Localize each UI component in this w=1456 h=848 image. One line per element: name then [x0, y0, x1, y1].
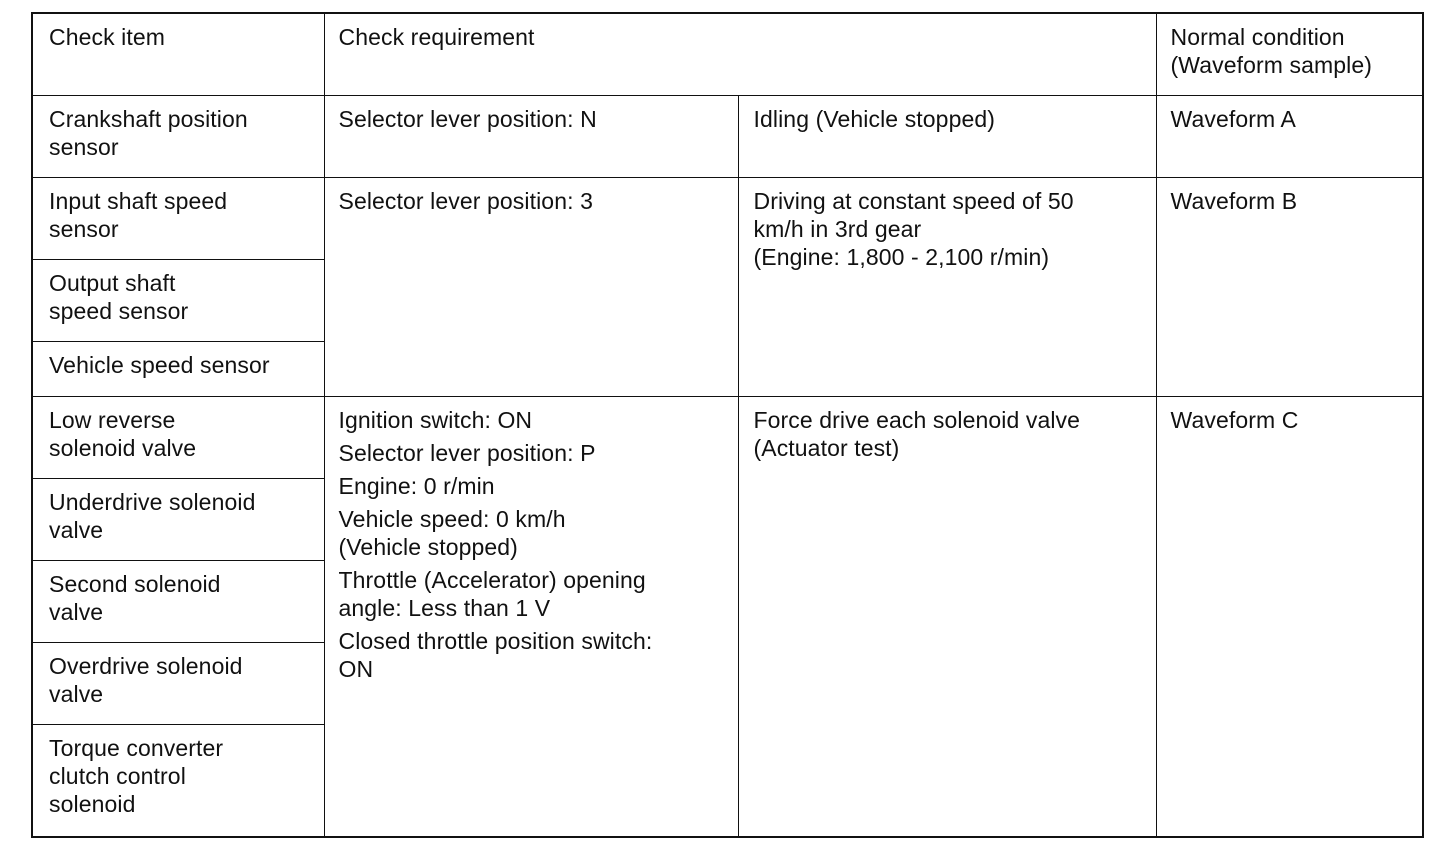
- item-tcc-line1: Torque converter: [49, 734, 224, 761]
- table-row-low-reverse: [32, 396, 1423, 478]
- item-vehicle-speed-text: Vehicle speed sensor: [49, 351, 270, 378]
- condition-speed-sensors-line3: (Engine: 1,800 - 2,100 r/min): [753, 243, 1050, 270]
- item-tcc-line3: solenoid: [49, 790, 136, 817]
- requirement-selector-p: Selector lever position: P: [338, 439, 596, 466]
- requirement-crankshaft-selector: Selector lever position: N: [338, 105, 597, 132]
- item-second-line1: Second solenoid: [49, 570, 221, 597]
- item-crankshaft-sensor: [32, 95, 324, 177]
- item-output-shaft-line2: speed sensor: [49, 297, 189, 324]
- item-overdrive-line1: Overdrive solenoid: [49, 652, 243, 679]
- waveform-a: [1156, 95, 1423, 177]
- condition-speed-sensors-line2: km/h in 3rd gear: [753, 215, 922, 242]
- item-low-reverse-line1: Low reverse: [49, 406, 176, 433]
- requirement-speed-sensors-selector: Selector lever position: 3: [338, 187, 593, 214]
- item-underdrive-line2: valve: [49, 516, 104, 543]
- item-output-shaft-line1: Output shaft: [49, 269, 176, 296]
- item-underdrive-solenoid: [32, 478, 324, 560]
- header-row: [32, 13, 1423, 95]
- condition-crankshaft: [738, 95, 1156, 177]
- requirement-engine: Engine: 0 r/min: [338, 472, 495, 499]
- table-row-crankshaft: [32, 95, 1423, 177]
- requirement-ignition: Ignition switch: ON: [338, 406, 533, 433]
- item-input-shaft-sensor: [32, 177, 324, 259]
- header-normal-condition: [1156, 13, 1423, 95]
- condition-solenoids: [738, 396, 1156, 837]
- waveform-a-text: Waveform A: [1170, 105, 1296, 132]
- table-row-input-shaft: [32, 177, 1423, 259]
- item-low-reverse-line2: solenoid valve: [49, 434, 197, 461]
- header-check-item: [32, 13, 324, 95]
- requirement-closed-throttle-line2: ON: [338, 655, 374, 682]
- requirement-crankshaft: [324, 95, 738, 177]
- waveform-c: [1156, 396, 1423, 837]
- waveform-b: [1156, 177, 1423, 396]
- item-underdrive-line1: Underdrive solenoid: [49, 488, 256, 515]
- item-overdrive-line2: valve: [49, 680, 104, 707]
- header-normal-condition-line1: Normal condition: [1170, 24, 1345, 50]
- waveform-b-text: Waveform B: [1170, 187, 1298, 214]
- requirement-closed-throttle-line1: Closed throttle position switch:: [338, 627, 653, 654]
- requirement-solenoids: [324, 396, 738, 837]
- condition-speed-sensors-line1: Driving at constant speed of 50: [753, 187, 1074, 214]
- requirement-throttle-line1: Throttle (Accelerator) opening: [338, 566, 646, 593]
- header-check-requirement-text: Check requirement: [338, 24, 535, 50]
- item-second-solenoid: [32, 560, 324, 642]
- requirement-vehicle-speed: Vehicle speed: 0 km/h: [338, 505, 566, 532]
- header-normal-condition-line2: (Waveform sample): [1170, 52, 1373, 78]
- item-input-shaft-line1: Input shaft speed: [49, 187, 228, 214]
- header-check-item-text: Check item: [49, 24, 166, 50]
- condition-speed-sensors: [738, 177, 1156, 396]
- item-low-reverse-solenoid: [32, 396, 324, 478]
- item-input-shaft-line2: sensor: [49, 215, 119, 242]
- condition-solenoids-line1: Force drive each solenoid valve: [753, 406, 1081, 433]
- item-tcc-line2: clutch control: [49, 762, 186, 789]
- requirement-throttle-line2: angle: Less than 1 V: [338, 594, 551, 621]
- requirement-speed-sensors: [324, 177, 738, 396]
- condition-crankshaft-text: Idling (Vehicle stopped): [753, 105, 995, 132]
- item-second-line2: valve: [49, 598, 104, 625]
- item-torque-converter-solenoid: [32, 724, 324, 837]
- requirement-vehicle-stopped: (Vehicle stopped): [338, 533, 518, 560]
- item-overdrive-solenoid: [32, 642, 324, 724]
- item-output-shaft-sensor: [32, 259, 324, 341]
- check-table: [31, 12, 1424, 838]
- item-crankshaft-line2: sensor: [49, 133, 119, 160]
- item-crankshaft-line1: Crankshaft position: [49, 105, 248, 132]
- header-check-requirement: [324, 13, 1156, 95]
- condition-solenoids-line2: (Actuator test): [753, 434, 900, 461]
- waveform-c-text: Waveform C: [1170, 406, 1299, 433]
- item-vehicle-speed-sensor: [32, 341, 324, 396]
